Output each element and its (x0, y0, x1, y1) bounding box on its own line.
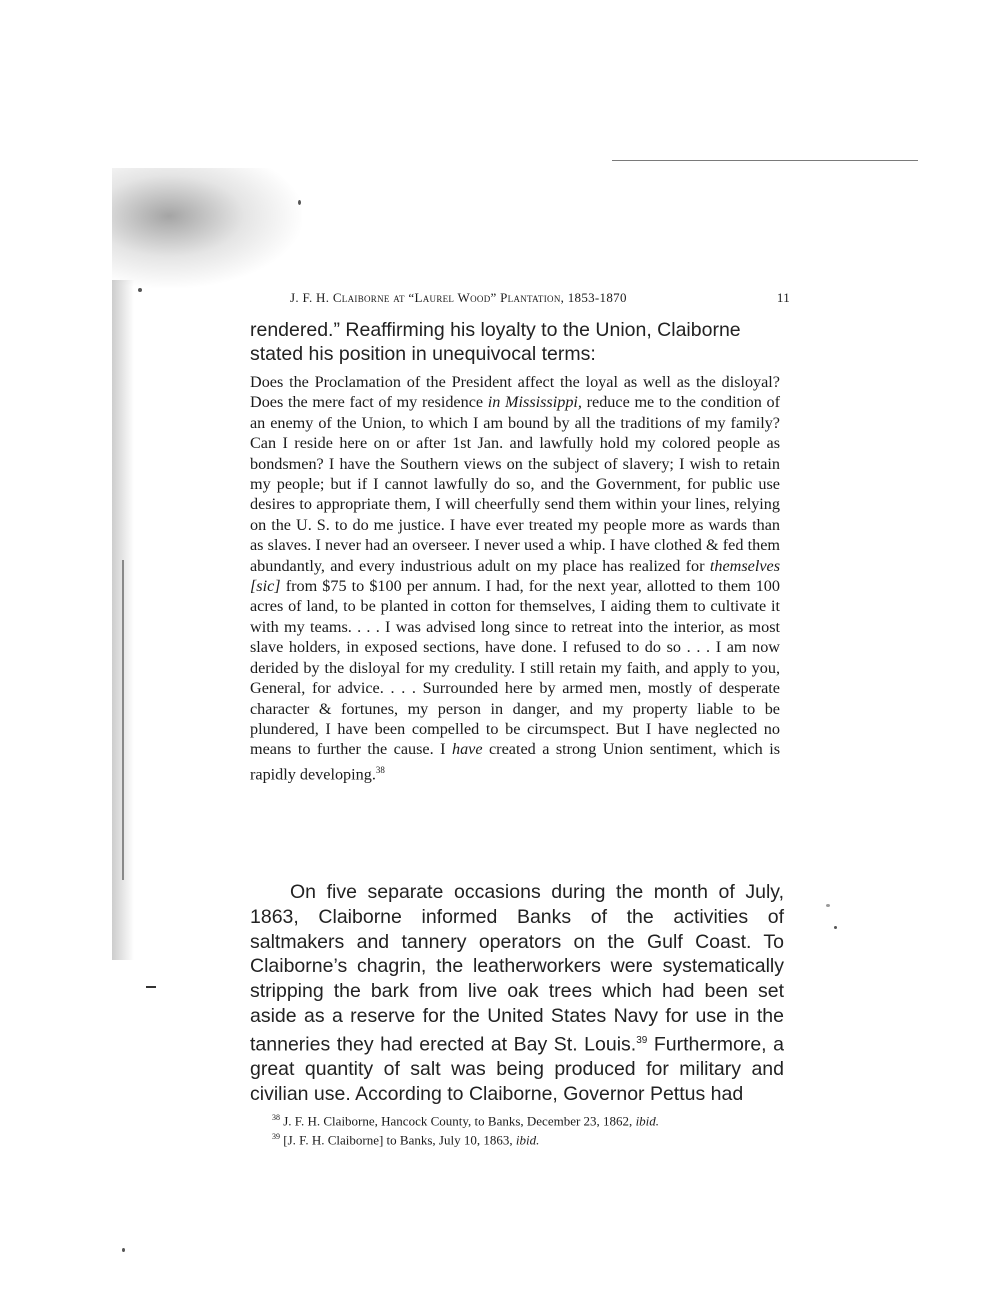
quote-text-2: reduce me to the condition of an enemy of the Union, to which I am bound by all the traditions of my family? Can I reside here on or after 1st Jan. and lawfully hold my colored people as bondsmen? I have the Southern views on the subject of slavery; I wish to retain my people; but if I cannot lawfully do so, and the Government, for public use desires to appropriate them, I will cheerfully send them within your lines, relying on the U. S. to do me justice. I have ever treated my people more as wards than as slaves. I never had an overseer. I never used a whip. I have clothed & fed them abundantly, and every industrious adult on my place has realized for (250, 393, 780, 575)
running-head (290, 290, 790, 306)
footnote-38-ibid: ibid. (635, 1113, 660, 1129)
margin-dash-mark (146, 986, 156, 988)
body-text-1: On five separate occasions during the month of July, 1863, Claiborne informed Banks of the activities of saltmakers and tannery operators on the Gulf Coast. To Claiborne’s chagrin, the leatherworkers were systematically stripping the bark from live oak trees which had been set aside as a reserve for the United States Navy for use in the tanneries they had erected at Bay St. Louis. (250, 881, 784, 1056)
page-number: 11 (776, 290, 790, 305)
footnote-39 (244, 1129, 784, 1148)
scan-speck (298, 200, 301, 205)
running-head-title: J. F. H. Claiborne at “Laurel Wood” Plantation, 1853-1870 (290, 290, 627, 305)
quote-text-3: from $75 to $100 per annum. I had, for the next year, allotted to them 100 acres of land, to be planted in cotton for themselves, I aiding them to cultivate it with my teams. . . . I was advised long since to retreat into the interior, as most slave holders, in exposed sections, have done. I refused to do so . . . I am now derided by the disloyal for my credulity. I still retain my faith, and apply to you, General, for advice. . . . Surrounded here by armed men, mostly of desperate character & fortunes, my person in danger, and my property liable to be plundered, I have been compelled to be circumspect. But I have neglected no means to further the cause. I (250, 577, 780, 759)
footnote-38-text: J. F. H. Claiborne, Hancock County, to Banks, December 23, 1862, (280, 1113, 636, 1129)
footnote-39-ibid: ibid. (515, 1132, 540, 1148)
scan-speck (826, 904, 830, 907)
footnote-38-number: 38 (272, 1113, 280, 1122)
quote-emphasis-1: in Mississippi, (487, 393, 582, 412)
quote-emphasis-3: have (451, 740, 483, 759)
body-text-2: Furthermore, a great quantity of salt was being produced for military and civilian use. According to Claiborne, Governor Pettus had (250, 1033, 784, 1105)
intro-text: rendered.” Reaffirming his loyalty to the Union, Claiborne stated his position in unequivocal terms: (250, 319, 741, 365)
quote-text-1: Does the Proclamation of the President affect the loyal as well as the disloyal? Does the mere fact of my residence (250, 373, 780, 412)
scan-smudge (112, 168, 302, 288)
quote-text-4: created a strong Union sentiment, which is rapidly developing. (250, 740, 780, 784)
block-quote-text (250, 372, 780, 785)
footnotes (244, 1110, 784, 1149)
scan-speck (834, 926, 837, 929)
footnote-38 (244, 1110, 784, 1129)
block-quote (250, 372, 780, 785)
scan-speck (122, 1248, 125, 1252)
body-paragraph-text (250, 880, 784, 1107)
quote-emphasis-2: themselves [sic] (250, 556, 780, 596)
footnote-39-text: [J. F. H. Claiborne] to Banks, July 10, 1863, (280, 1132, 516, 1148)
footnote-39-number: 39 (272, 1132, 280, 1142)
body-paragraph (250, 880, 784, 1107)
footnote-ref-38: 38 (375, 764, 385, 775)
scan-top-rule (612, 160, 918, 161)
intro-paragraph (250, 318, 784, 366)
scan-edge-line (122, 560, 124, 880)
footnote-ref-39: 39 (636, 1034, 648, 1046)
scan-speck (138, 288, 142, 292)
